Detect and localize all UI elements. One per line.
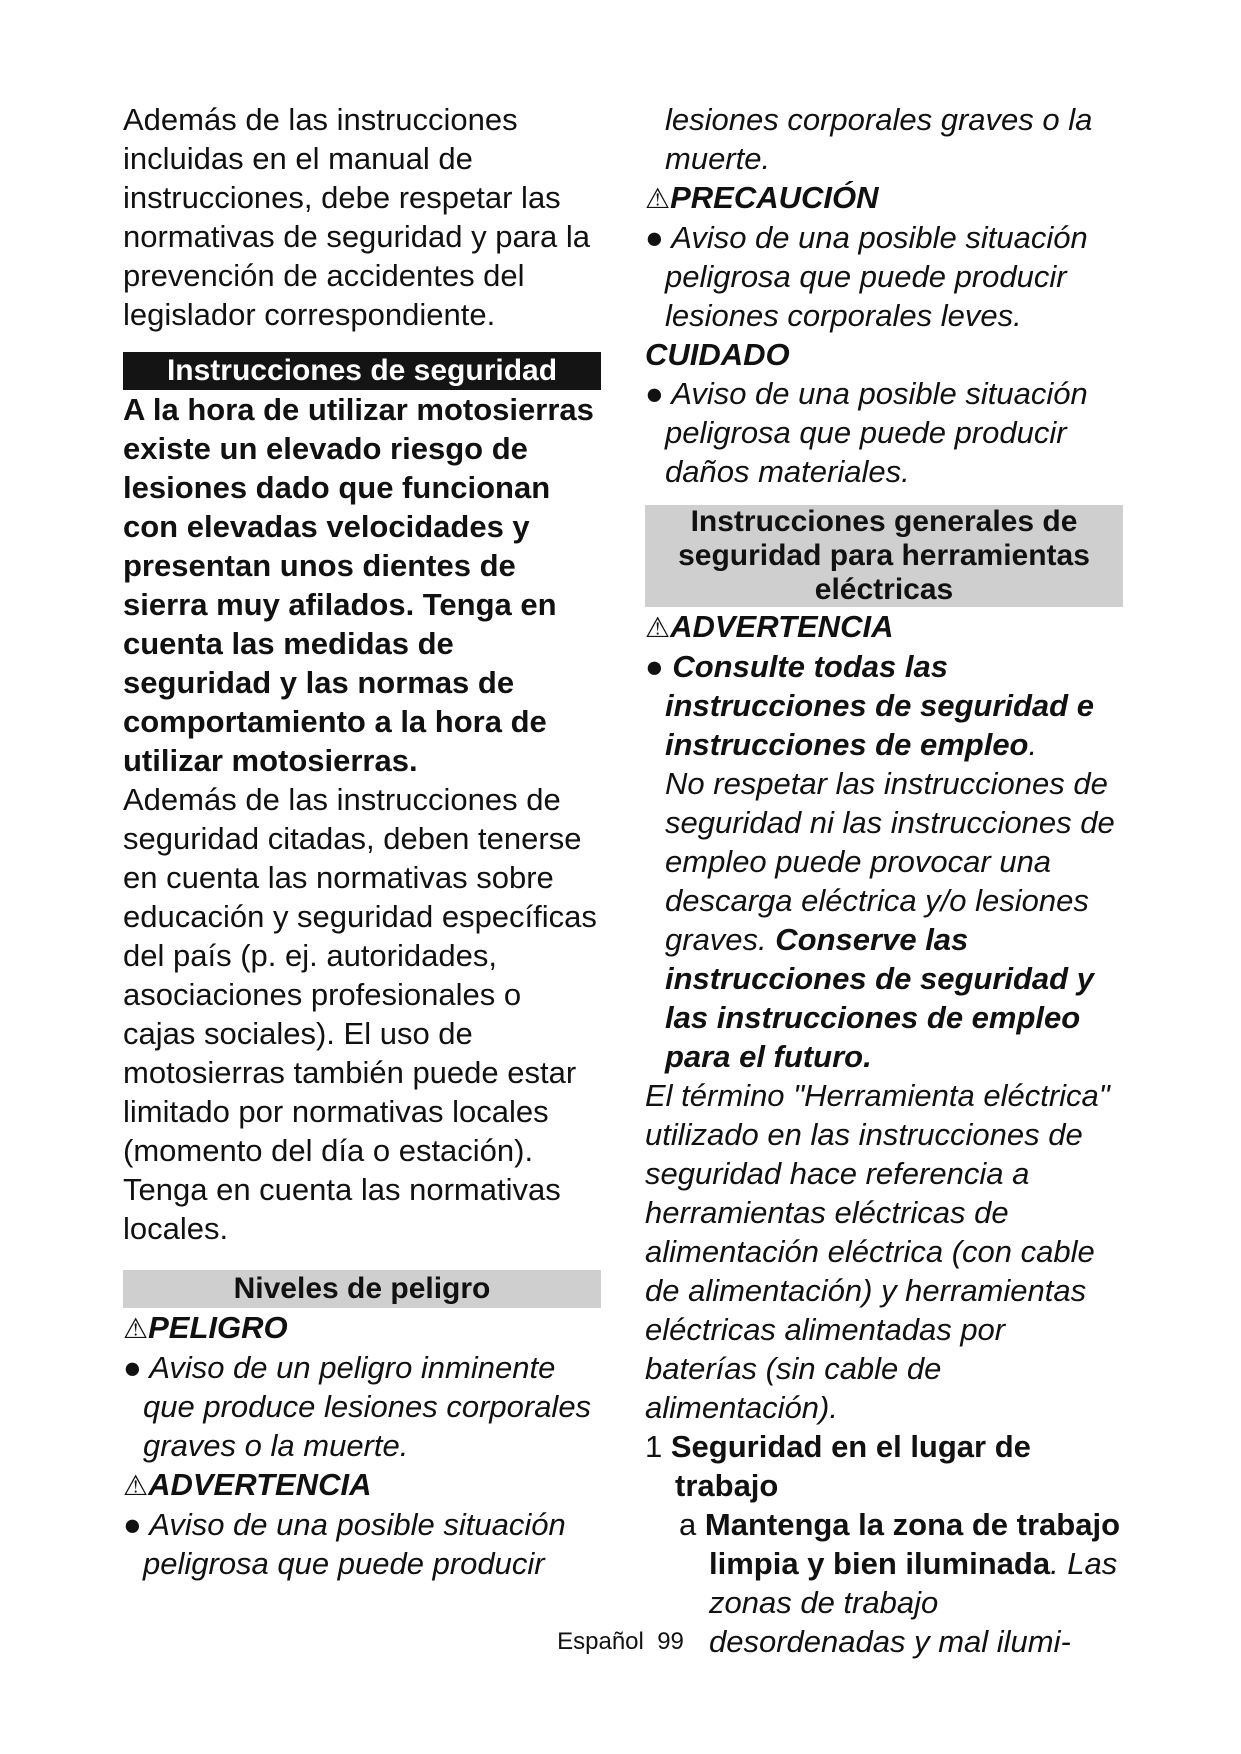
warning-triangle-icon: ⚠ — [645, 612, 671, 643]
danger-title: PELIGRO — [148, 1310, 288, 1345]
adv-text: No respetar las instrucciones de seguridad ni las instrucciones de empleo puede provocar una descarga eléctrica y/o lesiones graves. — [665, 766, 1115, 957]
danger-description — [123, 1348, 601, 1465]
bullet-icon: ● — [123, 1507, 142, 1542]
signal-danger — [123, 1308, 601, 1348]
signal-adv — [645, 607, 1123, 647]
caution-description — [645, 218, 1123, 335]
adv-keep: Conserve las instrucciones de seguridad y las instrucciones de empleo para el futuro. — [665, 922, 1094, 1074]
caution-title: PRECAUCIÓN — [670, 180, 879, 215]
signal-warning — [123, 1465, 601, 1505]
adv-title: ADVERTENCIA — [670, 609, 894, 644]
adv-consult — [645, 647, 1123, 764]
item-title: Seguridad en el lugar de trabajo — [670, 1429, 1031, 1503]
warning-continuation: lesiones corporales graves o la muerte. — [665, 102, 1093, 176]
right-column — [645, 100, 1123, 1661]
bullet-icon: ● — [645, 649, 664, 684]
warning-triangle-icon: ⚠ — [123, 1470, 149, 1501]
danger-text: Aviso de un peligro inminente que produce lesiones corporales graves o la muerte. — [143, 1350, 592, 1463]
caution-text: Aviso de una posible situación peligrosa que puede producir lesiones corporales leves. — [665, 220, 1088, 333]
section-header-safety: Instrucciones de seguridad — [123, 352, 601, 390]
warning-triangle-icon: ⚠ — [645, 183, 671, 214]
page-footer — [0, 1628, 1241, 1656]
term-paragraph: El término "Herramienta eléctrica" utilizado en las instrucciones de seguridad hace referencia a herramientas eléctricas de alimentación eléctrica (con cable de alimentación) y herramientas eléctricas alimentadas por baterías (sin cable de alimentación). — [645, 1078, 1110, 1425]
signal-care: CUIDADO — [645, 337, 790, 372]
care-description — [645, 374, 1123, 491]
footer-language: Español — [557, 1628, 644, 1655]
adv-body — [645, 764, 1123, 1076]
care-text: Aviso de una posible situación peligrosa que puede producir daños materiales. — [665, 376, 1088, 489]
left-column — [123, 100, 601, 1583]
item-1a-bold: Mantenga la zona de trabajo limpia y bien iluminada — [704, 1507, 1120, 1581]
signal-caution — [645, 178, 1123, 218]
warning-title: ADVERTENCIA — [148, 1467, 372, 1502]
safety-bold-paragraph: A la hora de utilizar motosierras existe un elevado riesgo de lesiones dado que funcionan con elevadas velocidades y presentan unos dientes de sierra muy afilados. Tenga en cuenta las medidas de seguridad y las normas de comportamiento a la hora de utilizar motosierras. — [123, 392, 594, 778]
page-number: 99 — [657, 1628, 684, 1655]
warning-text: Aviso de una posible situación peligrosa que puede producir — [143, 1507, 566, 1581]
list-item-1 — [645, 1427, 1123, 1505]
item-1a-text: . Las zonas de trabajo desordenadas y mal ilumi- — [709, 1546, 1118, 1659]
item-letter: a — [679, 1507, 697, 1542]
bullet-icon: ● — [645, 376, 664, 411]
adv-period: . — [1028, 727, 1038, 762]
warning-triangle-icon: ⚠ — [123, 1313, 149, 1344]
bullet-icon: ● — [123, 1350, 142, 1385]
warning-description — [123, 1505, 601, 1583]
bullet-icon: ● — [645, 220, 664, 255]
intro-paragraph: Además de las instrucciones incluidas en el manual de instrucciones, debe respetar las normativas de seguridad y para la prevención de accidentes del legislador correspondiente. — [123, 102, 590, 332]
item-number: 1 — [645, 1429, 663, 1464]
safety-body-paragraph: Además de las instrucciones de seguridad citadas, deben tenerse en cuenta las normativas sobre educación y seguridad específicas del país (p. ej. autoridades, asociaciones profesionales o cajas sociales). El uso de motosierras también puede estar limitado por normativas locales (momento del día o estación). Tenga en cuenta las normativas locales. — [123, 782, 597, 1246]
adv-bold: Consulte todas las instrucciones de seguridad e instrucciones de empleo — [665, 649, 1094, 762]
section-header-levels: Niveles de peligro — [123, 1270, 601, 1308]
section-header-general: Instrucciones generales de seguridad para herramientas eléctricas — [645, 505, 1123, 607]
